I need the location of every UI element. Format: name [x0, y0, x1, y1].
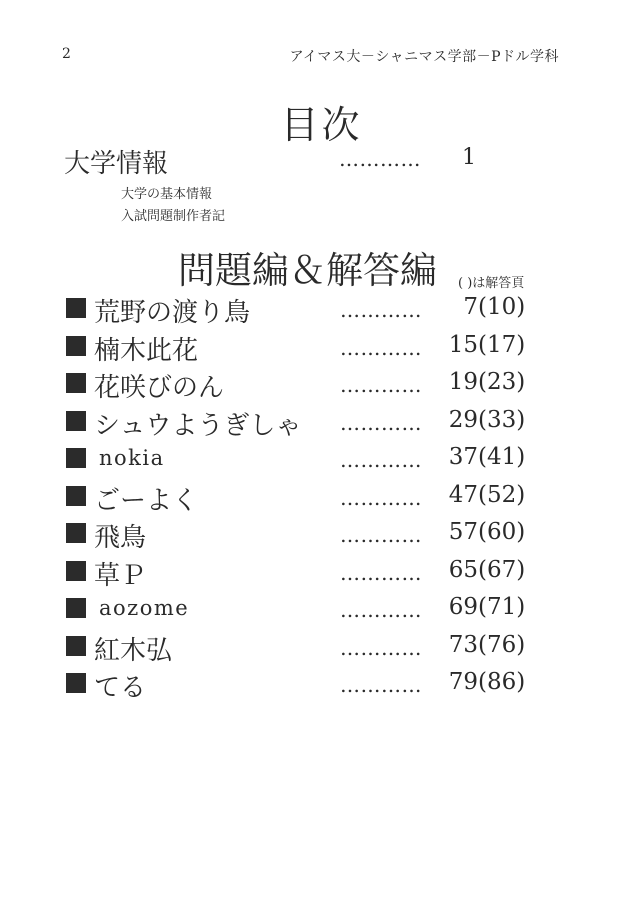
entry-start-page: 15 [448, 331, 478, 358]
entry-start-page: 37 [448, 444, 478, 470]
toc-entry [66, 553, 586, 591]
entry-pages [448, 519, 534, 545]
toc-entry [66, 665, 586, 703]
entry-pages [448, 594, 534, 620]
author-notes-subitem: 入試問題制作者記 [121, 209, 226, 224]
basic-info-subitem: 大学の基本情報 [121, 187, 213, 202]
entry-title: 飛鳥 [94, 523, 147, 553]
entry-pages [448, 294, 534, 320]
entry-leader: ………… [340, 673, 422, 697]
toc-entry [66, 365, 586, 403]
entry-title: 花咲びのん [94, 373, 225, 403]
entry-start-page: 69 [448, 594, 478, 620]
entry-leader: ………… [340, 635, 422, 660]
entry-title: 荒野の渡り鳥 [94, 298, 251, 328]
entry-answer-page: (76) [478, 631, 526, 658]
university-info-leader: ………… [339, 147, 421, 171]
entry-answer-page: (60) [478, 519, 526, 545]
entry-title: 楠木此花 [94, 335, 199, 366]
square-bullet-icon [66, 448, 86, 468]
entry-leader: ………… [340, 335, 422, 360]
entry-start-page: 73 [448, 631, 478, 658]
entry-pages [448, 557, 534, 583]
entry-pages [448, 482, 534, 508]
toc-entry-list [66, 290, 586, 703]
toc-entry [66, 628, 586, 666]
answer-page-note: ( )は解答頁 [458, 276, 525, 291]
toc-entry [66, 590, 586, 628]
entry-pages [448, 332, 534, 358]
entry-start-page: 65 [448, 556, 478, 583]
entry-title: ごーよく [94, 485, 199, 516]
square-bullet-icon [66, 673, 86, 693]
entry-start-page: 79 [448, 669, 478, 695]
entry-answer-page: (10) [478, 294, 526, 320]
entry-leader: ………… [340, 523, 422, 547]
toc-entry [66, 478, 586, 516]
university-info-page: 1 [462, 145, 476, 170]
square-bullet-icon [66, 523, 86, 543]
entry-pages [448, 407, 534, 433]
entry-title: てる [94, 673, 147, 703]
entry-answer-page: (71) [478, 594, 526, 620]
toc-entry [66, 403, 586, 441]
entry-pages [448, 632, 534, 658]
university-info-heading: 大学情報 [64, 149, 169, 179]
square-bullet-icon [66, 373, 86, 393]
entry-pages [448, 669, 534, 695]
square-bullet-icon [66, 598, 86, 618]
square-bullet-icon [66, 336, 86, 356]
entry-leader: ………… [340, 598, 422, 622]
toc-entry [66, 328, 586, 366]
entry-answer-page: (17) [478, 331, 526, 358]
toc-title: 目次 [280, 103, 363, 147]
toc-entry [66, 440, 586, 478]
square-bullet-icon [66, 411, 86, 431]
entry-leader: ………… [340, 373, 422, 397]
entry-answer-page: (52) [478, 481, 526, 508]
square-bullet-icon [66, 298, 86, 318]
problems-answers-heading: 問題編＆解答編 [178, 249, 437, 292]
toc-entry [66, 290, 586, 328]
entry-answer-page: (67) [478, 556, 526, 583]
entry-pages [448, 369, 534, 395]
entry-title: 草Ｐ [94, 560, 147, 591]
entry-title: 紅木弘 [94, 635, 173, 666]
square-bullet-icon [66, 636, 86, 656]
toc-entry [66, 515, 586, 553]
running-header: アイマス大－シャニマス学部－Pドル学科 [289, 49, 559, 65]
entry-leader: ………… [340, 560, 422, 585]
entry-start-page: 29 [448, 406, 478, 433]
entry-pages [448, 444, 534, 470]
entry-leader: ………… [340, 410, 422, 435]
entry-start-page: 7 [463, 294, 478, 320]
entry-title: aozome [99, 596, 190, 620]
entry-start-page: 19 [448, 369, 478, 395]
page-number: 2 [62, 46, 71, 62]
entry-leader: ………… [340, 448, 422, 472]
square-bullet-icon [66, 486, 86, 506]
entry-leader: ………… [340, 298, 422, 322]
entry-answer-page: (23) [478, 369, 526, 395]
entry-title: シュウようぎしゃ [94, 410, 302, 441]
square-bullet-icon [66, 561, 86, 581]
entry-start-page: 57 [448, 519, 478, 545]
entry-start-page: 47 [448, 481, 478, 508]
entry-title: nokia [99, 446, 165, 470]
entry-answer-page: (33) [478, 406, 526, 433]
entry-answer-page: (86) [478, 669, 526, 695]
entry-leader: ………… [340, 485, 422, 510]
entry-answer-page: (41) [478, 444, 526, 470]
